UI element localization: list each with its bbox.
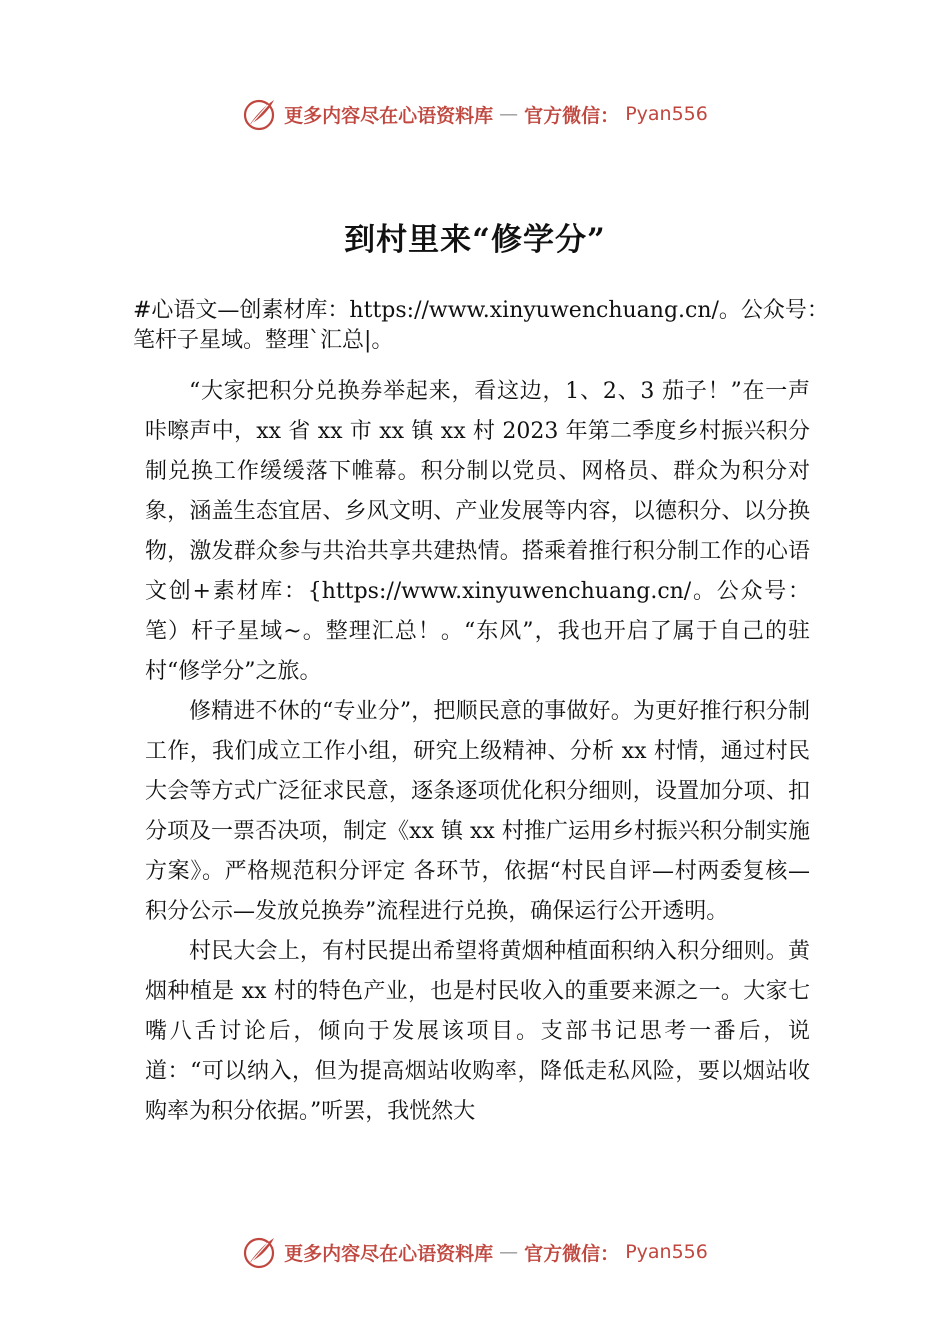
paragraph-1: “大家把积分兑换券举起来，看这边，1、2、3 茄子！”在一声咔嚓声中，xx 省 xx 市 xx 镇 xx 村 2023 年第二季度乡村振兴积分制兑换工作缓缓落下帷幕。积分制以党员、网格员、群众为积分对象，涵盖生态宜居、乡风文明、产业发展等内容，以德积分、以分换物，激发群众参与共治共享共建热情。搭乘着推行积分制工作的心语文创+素材库：{https://www.xinyuwenchuang.cn/。公众号：笔）杆子星域~。整理汇总！。“东风”，我也开启了属于自己的驻村“修学分”之旅。 — [145, 379, 810, 684]
feather-quill-logo — [242, 96, 278, 132]
banner-label: 官方微信： — [524, 104, 620, 127]
document-body — [133, 296, 829, 1132]
paragraph-3: 村民大会上，有村民提出希望将黄烟种植面积纳入积分细则。黄烟种植是 xx 村的特色产业，也是村民收入的重要来源之一。大家七嘴八舌讨论后，倾向于发展该项目。支部书记思考一番后，说道：“可以纳入，但为提高烟站收购率，降低走私风险，要以烟站收购率为积分依据。”听罢，我恍然大 — [145, 939, 810, 1124]
banner-separator: — — [499, 103, 519, 125]
banner-text: 更多内容尽在心语资料库 — [284, 1242, 494, 1265]
footer-banner — [0, 1232, 950, 1272]
banner-separator: — — [499, 1241, 519, 1263]
banner-label: 官方微信： — [524, 1242, 620, 1265]
banner-text: 更多内容尽在心语资料库 — [284, 104, 494, 127]
banner-handle: Pyan556 — [625, 103, 708, 125]
paragraph-2: 修精进不休的“专业分”，把顺民意的事做好。为更好推行积分制工作，我们成立工作小组，研究上级精神、分析 xx 村情，通过村民大会等方式广泛征求民意，逐条逐项优化积分细则，设置加分项、扣分项及一票否决项，制定《xx 镇 xx 村推广运用乡村振兴积分制实施方案》。严格规范积分评定 各环节，依据“村民自评—村两委复核—积分公示—发放兑换券”流程进行兑换，确保运行公开透明。 — [145, 699, 810, 924]
header-banner — [0, 94, 950, 134]
banner-handle: Pyan556 — [625, 1241, 708, 1263]
source-note: #心语文—创素材库：https://www.xinyuwenchuang.cn/。公众号：笔杆子星域。整理`汇总|。 — [133, 298, 829, 353]
document-title: 到村里来“修学分” — [344, 222, 606, 258]
feather-quill-logo — [242, 1234, 278, 1270]
